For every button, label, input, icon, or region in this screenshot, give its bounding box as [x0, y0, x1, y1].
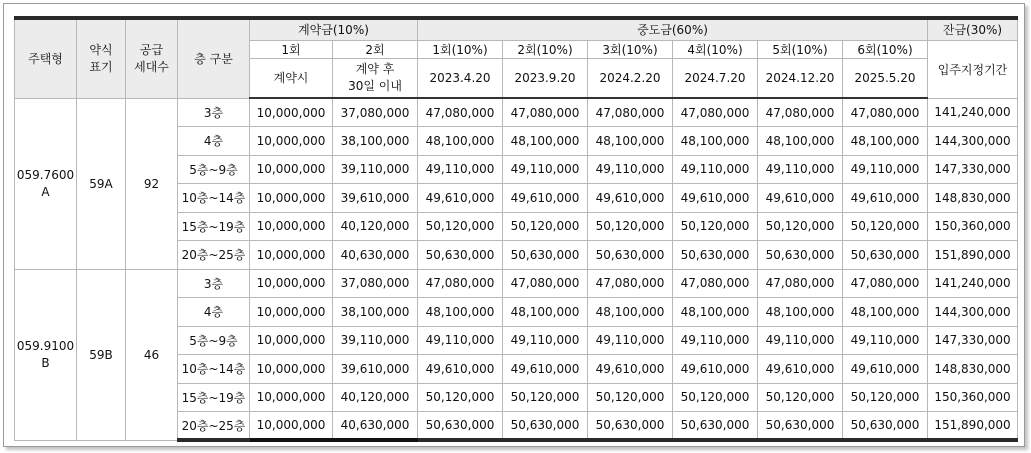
contract-2-cell: 39,610,000	[333, 355, 418, 384]
header-middle-round-5: 5회(10%)	[758, 40, 843, 58]
balance-cell: 148,830,000	[928, 184, 1018, 213]
contract-1-cell: 10,000,000	[250, 383, 333, 412]
table-body	[15, 98, 1018, 440]
middle-5-cell: 50,630,000	[758, 412, 843, 441]
header-balance-timing: 입주지정기간	[928, 40, 1018, 98]
abbr-cell: 59A	[77, 98, 126, 269]
middle-2-cell: 50,630,000	[503, 412, 588, 441]
header-balance: 잔금(30%)	[928, 18, 1018, 40]
middle-6-cell: 50,630,000	[843, 412, 928, 441]
floor-cell: 4층	[178, 298, 250, 327]
middle-2-cell: 50,120,000	[503, 212, 588, 241]
header-floor: 층 구분	[178, 18, 250, 98]
middle-6-cell: 48,100,000	[843, 127, 928, 156]
middle-3-cell: 50,630,000	[588, 241, 673, 270]
middle-4-cell: 50,120,000	[673, 212, 758, 241]
middle-1-cell: 47,080,000	[418, 98, 503, 127]
header-middle-date-1: 2023.4.20	[418, 58, 503, 98]
middle-6-cell: 49,610,000	[843, 184, 928, 213]
header-contract-timing-1: 계약시	[250, 58, 333, 98]
payment-schedule-table	[14, 16, 1018, 442]
floor-cell: 3층	[178, 98, 250, 127]
balance-cell: 144,300,000	[928, 127, 1018, 156]
contract-1-cell: 10,000,000	[250, 241, 333, 270]
header-middle-round-2: 2회(10%)	[503, 40, 588, 58]
floor-cell: 5층~9층	[178, 155, 250, 184]
middle-2-cell: 49,610,000	[503, 355, 588, 384]
contract-2-cell: 40,120,000	[333, 383, 418, 412]
contract-2-cell: 39,110,000	[333, 326, 418, 355]
middle-3-cell: 50,630,000	[588, 412, 673, 441]
middle-4-cell: 49,110,000	[673, 155, 758, 184]
middle-2-cell: 48,100,000	[503, 298, 588, 327]
middle-5-cell: 50,630,000	[758, 241, 843, 270]
middle-6-cell: 47,080,000	[843, 98, 928, 127]
header-contract-timing-2: 계약 후 30일 이내	[333, 58, 418, 98]
house-type-cell: 059.9100 B	[15, 269, 77, 440]
balance-cell: 148,830,000	[928, 355, 1018, 384]
header-middle-round-6: 6회(10%)	[843, 40, 928, 58]
middle-6-cell: 50,630,000	[843, 241, 928, 270]
middle-1-cell: 49,610,000	[418, 355, 503, 384]
house-type-cell: 059.7600 A	[15, 98, 77, 269]
middle-1-cell: 48,100,000	[418, 298, 503, 327]
middle-1-cell: 50,120,000	[418, 212, 503, 241]
floor-cell: 3층	[178, 269, 250, 298]
floor-cell: 5층~9층	[178, 326, 250, 355]
middle-2-cell: 47,080,000	[503, 269, 588, 298]
contract-2-cell: 40,120,000	[333, 212, 418, 241]
middle-5-cell: 49,110,000	[758, 326, 843, 355]
middle-5-cell: 50,120,000	[758, 212, 843, 241]
header-middle-round-3: 3회(10%)	[588, 40, 673, 58]
middle-3-cell: 48,100,000	[588, 127, 673, 156]
middle-5-cell: 50,120,000	[758, 383, 843, 412]
middle-4-cell: 49,610,000	[673, 355, 758, 384]
middle-6-cell: 50,120,000	[843, 212, 928, 241]
contract-1-cell: 10,000,000	[250, 98, 333, 127]
middle-1-cell: 49,610,000	[418, 184, 503, 213]
floor-cell: 15층~19층	[178, 383, 250, 412]
contract-2-cell: 37,080,000	[333, 98, 418, 127]
contract-2-cell: 40,630,000	[333, 412, 418, 441]
header-contract-round-2: 2회	[333, 40, 418, 58]
middle-6-cell: 48,100,000	[843, 298, 928, 327]
middle-5-cell: 48,100,000	[758, 127, 843, 156]
contract-1-cell: 10,000,000	[250, 127, 333, 156]
middle-6-cell: 49,610,000	[843, 355, 928, 384]
middle-3-cell: 49,610,000	[588, 184, 673, 213]
header-middle-round-1: 1회(10%)	[418, 40, 503, 58]
floor-cell: 10층~14층	[178, 184, 250, 213]
floor-cell: 20층~25층	[178, 241, 250, 270]
contract-1-cell: 10,000,000	[250, 155, 333, 184]
header-middle: 중도금(60%)	[418, 18, 928, 40]
middle-1-cell: 47,080,000	[418, 269, 503, 298]
header-middle-date-4: 2024.7.20	[673, 58, 758, 98]
abbr-cell: 59B	[77, 269, 126, 440]
middle-3-cell: 47,080,000	[588, 269, 673, 298]
middle-1-cell: 49,110,000	[418, 326, 503, 355]
middle-2-cell: 49,610,000	[503, 184, 588, 213]
middle-2-cell: 48,100,000	[503, 127, 588, 156]
middle-4-cell: 49,610,000	[673, 184, 758, 213]
floor-cell: 20층~25층	[178, 412, 250, 441]
middle-4-cell: 50,630,000	[673, 241, 758, 270]
middle-5-cell: 47,080,000	[758, 269, 843, 298]
contract-2-cell: 39,610,000	[333, 184, 418, 213]
middle-4-cell: 47,080,000	[673, 269, 758, 298]
middle-1-cell: 48,100,000	[418, 127, 503, 156]
middle-2-cell: 47,080,000	[503, 98, 588, 127]
middle-3-cell: 50,120,000	[588, 212, 673, 241]
middle-4-cell: 50,120,000	[673, 383, 758, 412]
middle-4-cell: 47,080,000	[673, 98, 758, 127]
middle-6-cell: 47,080,000	[843, 269, 928, 298]
middle-2-cell: 49,110,000	[503, 155, 588, 184]
contract-1-cell: 10,000,000	[250, 326, 333, 355]
balance-cell: 147,330,000	[928, 326, 1018, 355]
header-middle-round-4: 4회(10%)	[673, 40, 758, 58]
header-abbr: 약식 표기	[77, 18, 126, 98]
contract-1-cell: 10,000,000	[250, 212, 333, 241]
middle-3-cell: 49,610,000	[588, 355, 673, 384]
middle-4-cell: 50,630,000	[673, 412, 758, 441]
contract-1-cell: 10,000,000	[250, 412, 333, 441]
middle-3-cell: 49,110,000	[588, 326, 673, 355]
middle-5-cell: 49,610,000	[758, 184, 843, 213]
contract-1-cell: 10,000,000	[250, 298, 333, 327]
middle-6-cell: 49,110,000	[843, 155, 928, 184]
header-middle-date-3: 2024.2.20	[588, 58, 673, 98]
middle-4-cell: 49,110,000	[673, 326, 758, 355]
contract-2-cell: 37,080,000	[333, 269, 418, 298]
supply-cell: 46	[126, 269, 178, 440]
contract-1-cell: 10,000,000	[250, 184, 333, 213]
middle-1-cell: 50,630,000	[418, 412, 503, 441]
header-middle-date-6: 2025.5.20	[843, 58, 928, 98]
middle-2-cell: 50,630,000	[503, 241, 588, 270]
middle-3-cell: 48,100,000	[588, 298, 673, 327]
middle-5-cell: 47,080,000	[758, 98, 843, 127]
floor-cell: 15층~19층	[178, 212, 250, 241]
balance-cell: 141,240,000	[928, 269, 1018, 298]
header-middle-date-5: 2024.12.20	[758, 58, 843, 98]
header-middle-date-2: 2023.9.20	[503, 58, 588, 98]
middle-5-cell: 48,100,000	[758, 298, 843, 327]
header-house-type: 주택형	[15, 18, 77, 98]
balance-cell: 151,890,000	[928, 412, 1018, 441]
header-supply: 공급 세대수	[126, 18, 178, 98]
header-contract: 계약금(10%)	[250, 18, 418, 40]
middle-1-cell: 50,630,000	[418, 241, 503, 270]
middle-3-cell: 49,110,000	[588, 155, 673, 184]
middle-3-cell: 47,080,000	[588, 98, 673, 127]
table-row	[15, 98, 1018, 127]
balance-cell: 150,360,000	[928, 383, 1018, 412]
middle-3-cell: 50,120,000	[588, 383, 673, 412]
contract-1-cell: 10,000,000	[250, 269, 333, 298]
middle-5-cell: 49,110,000	[758, 155, 843, 184]
balance-cell: 147,330,000	[928, 155, 1018, 184]
contract-2-cell: 38,100,000	[333, 298, 418, 327]
contract-2-cell: 39,110,000	[333, 155, 418, 184]
table-frame	[3, 3, 1025, 447]
balance-cell: 144,300,000	[928, 298, 1018, 327]
balance-cell: 141,240,000	[928, 98, 1018, 127]
floor-cell: 4층	[178, 127, 250, 156]
floor-cell: 10층~14층	[178, 355, 250, 384]
contract-2-cell: 38,100,000	[333, 127, 418, 156]
middle-1-cell: 50,120,000	[418, 383, 503, 412]
header-contract-round-1: 1회	[250, 40, 333, 58]
middle-1-cell: 49,110,000	[418, 155, 503, 184]
contract-2-cell: 40,630,000	[333, 241, 418, 270]
middle-2-cell: 50,120,000	[503, 383, 588, 412]
middle-2-cell: 49,110,000	[503, 326, 588, 355]
contract-1-cell: 10,000,000	[250, 355, 333, 384]
middle-6-cell: 49,110,000	[843, 326, 928, 355]
middle-4-cell: 48,100,000	[673, 298, 758, 327]
supply-cell: 92	[126, 98, 178, 269]
middle-6-cell: 50,120,000	[843, 383, 928, 412]
middle-5-cell: 49,610,000	[758, 355, 843, 384]
balance-cell: 151,890,000	[928, 241, 1018, 270]
balance-cell: 150,360,000	[928, 212, 1018, 241]
middle-4-cell: 48,100,000	[673, 127, 758, 156]
table-row	[15, 269, 1018, 298]
